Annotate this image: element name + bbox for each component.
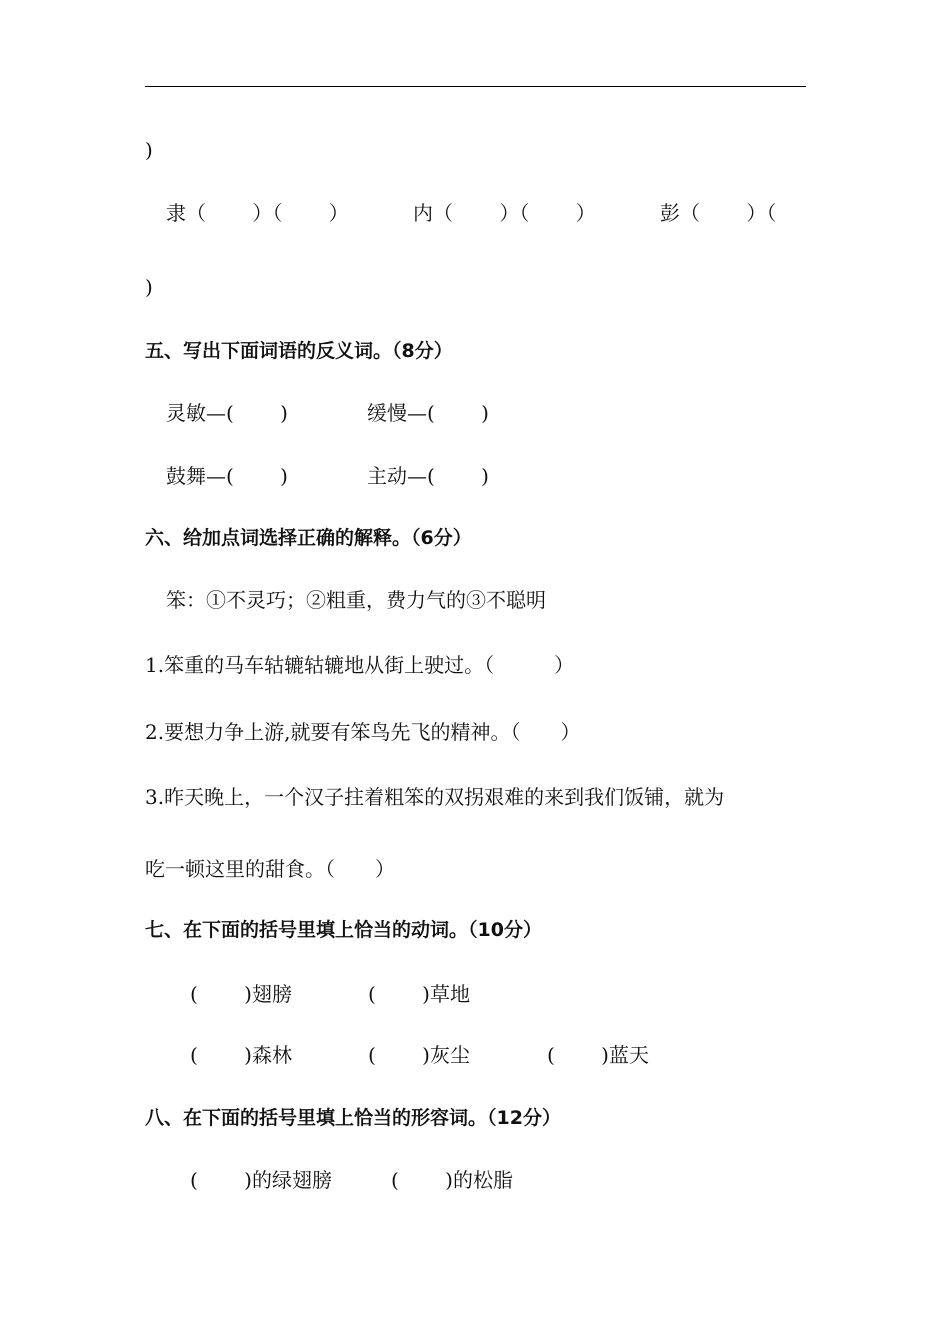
exercise-item: 灵敏—( )	[166, 401, 288, 425]
exercise-item: 主动—( )	[367, 464, 489, 488]
exercise-item: ( )森林	[190, 1043, 292, 1067]
text-line: 内（ ）（ ）	[413, 201, 596, 225]
exercise-item: 鼓舞—( )	[166, 464, 288, 488]
section-heading: 五、写出下面词语的反义词。（8分）	[145, 340, 453, 362]
exercise-item: ( )草地	[368, 982, 470, 1006]
section-heading: 六、给加点词选择正确的解释。（6分）	[145, 527, 472, 549]
exercise-item: ( )翅膀	[190, 982, 292, 1006]
question: 2.要想力争上游,就要有笨鸟先飞的精神。（ ）	[145, 720, 581, 744]
section-heading: 八、在下面的括号里填上恰当的形容词。（12分）	[145, 1107, 561, 1129]
text-line: )	[145, 138, 153, 162]
definition-line: 笨：①不灵巧；②粗重，费力气的③不聪明	[166, 588, 546, 612]
text-line: )	[145, 275, 153, 299]
exercise-item: ( )的松脂	[391, 1168, 513, 1192]
exercise-item: ( )灰尘	[368, 1043, 470, 1067]
question-continuation: 吃一顿这里的甜食。（ ）	[145, 857, 395, 881]
text-line: 彭（ ）（	[660, 201, 777, 225]
question: 1.笨重的马车轱辘轱辘地从街上驶过。（ ）	[145, 653, 575, 677]
section-heading: 七、在下面的括号里填上恰当的动词。（10分）	[145, 919, 542, 941]
header-rule	[145, 86, 806, 87]
exercise-item: 缓慢—( )	[367, 401, 489, 425]
question: 3.昨天晚上，一个汉子拄着粗笨的双拐艰难的来到我们饭铺，就为	[145, 785, 725, 809]
text-line: 隶（ ）（ ）	[166, 201, 349, 225]
exercise-item: ( )的绿翅膀	[190, 1168, 332, 1192]
exercise-item: ( )蓝天	[547, 1043, 649, 1067]
